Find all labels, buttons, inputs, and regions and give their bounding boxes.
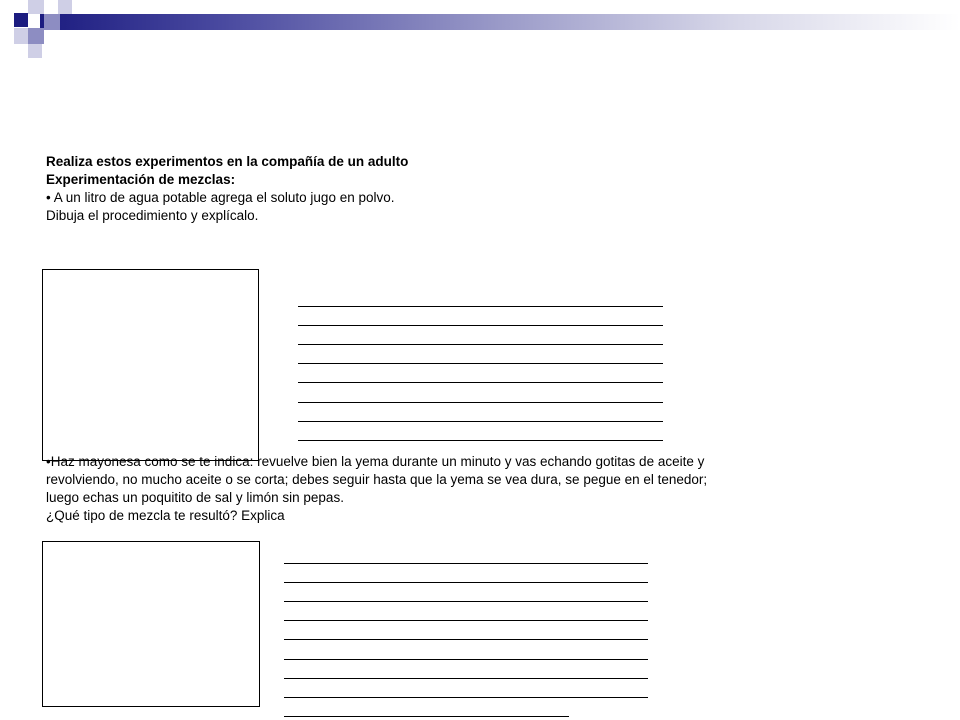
instruction: Dibuja el procedimiento y explícalo. (46, 208, 259, 223)
writing-line[interactable] (298, 363, 663, 364)
header-decor-square (14, 13, 28, 27)
writing-line[interactable] (298, 325, 663, 326)
intro-section (46, 153, 408, 225)
header-decor-square (28, 28, 44, 44)
writing-line[interactable] (284, 563, 648, 564)
bullet-item: • A un litro de agua potable agrega el soluto jugo en polvo. (46, 190, 395, 205)
paragraph-line: luego echas un poquitito de sal y limón sin pepas. (46, 490, 344, 505)
header-decor-square (44, 0, 58, 14)
question: ¿Qué tipo de mezcla te resultó? Explica (46, 508, 285, 523)
header-decor-square (44, 14, 60, 30)
writing-line[interactable] (284, 620, 648, 621)
writing-line[interactable] (284, 582, 648, 583)
writing-line[interactable] (298, 382, 663, 383)
writing-line[interactable] (284, 601, 648, 602)
paragraph-line: revolviendo, no mucho aceite o se corta; debes seguir hasta que la yema se vea dura, se pegue en el tenedor; (46, 472, 708, 487)
header-gradient-bar (40, 14, 960, 30)
header-decor-square (28, 0, 44, 14)
writing-line[interactable] (298, 306, 663, 307)
heading: Realiza estos experimentos en la compañía de un adulto (46, 154, 409, 169)
drawing-box-2[interactable] (42, 541, 260, 707)
subheading: Experimentación de mezclas: (46, 172, 236, 187)
drawing-box-1[interactable] (42, 269, 259, 461)
header-decor-square (58, 0, 72, 14)
writing-line[interactable] (298, 344, 663, 345)
writing-line[interactable] (298, 440, 663, 441)
writing-line[interactable] (284, 659, 648, 660)
writing-line[interactable] (298, 402, 663, 403)
header-decor-square (14, 28, 28, 44)
writing-line[interactable] (284, 678, 648, 679)
mayonesa-paragraph (46, 453, 766, 525)
writing-line[interactable] (284, 716, 569, 717)
header-decor-square (28, 44, 42, 58)
writing-line[interactable] (298, 421, 663, 422)
writing-line[interactable] (284, 639, 648, 640)
writing-line[interactable] (284, 697, 648, 698)
paragraph-line: •Haz mayonesa como se te indica: revuelve bien la yema durante un minuto y vas echando gotitas de aceite y (46, 454, 705, 469)
